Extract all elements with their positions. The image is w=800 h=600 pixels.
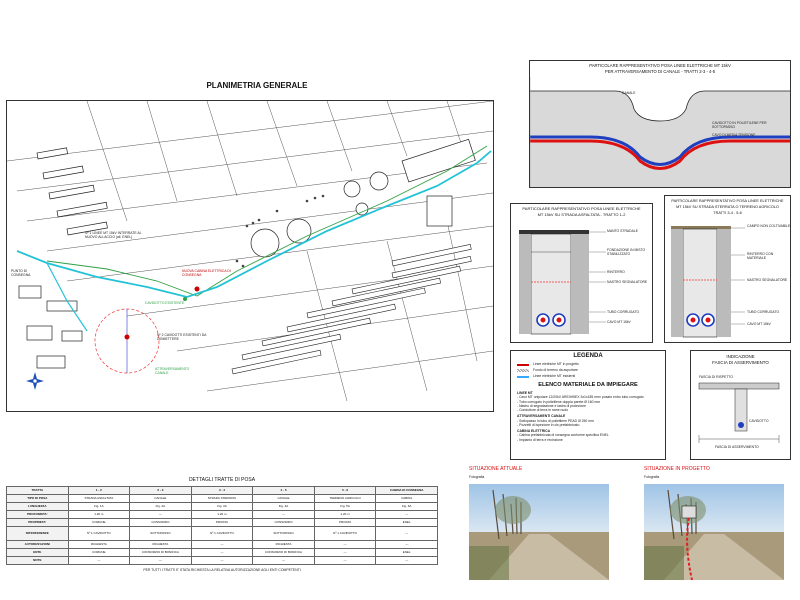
dirt-section-title-line-2: MT 15kV SU STRADA STERRATA O TERRENO AGRICOLO <box>676 205 779 209</box>
dirt-road-section-panel <box>664 195 791 343</box>
table-cell: — <box>253 556 315 564</box>
table-cell: — <box>191 540 253 548</box>
asphalt-road-section-panel <box>510 203 653 343</box>
materials-list <box>517 391 663 442</box>
legend-label-1: Linee elettriche MT in progetto <box>533 362 579 366</box>
canal-cable-label: CAVO DI MEDIA TENSIONE <box>712 133 756 137</box>
table-header-cell: 5 - 6 <box>314 486 376 494</box>
canal-label: CANALE <box>622 91 636 95</box>
legend-swatch-3 <box>517 376 529 378</box>
table-cell: RICHIESTA <box>68 540 130 548</box>
materials-heading-2: ATTRAVERSAMENTI CANALE <box>517 414 566 419</box>
table-cell: 1.20 m <box>68 510 130 518</box>
asphalt-label-4: NASTRO SEGNALATORE <box>607 280 648 284</box>
table-cell: Fig. 3A <box>191 502 253 510</box>
materials-line: - Tubo corrugato in polietilene doppia parete Ø 160 mm <box>517 399 601 404</box>
asphalt-section-title-line-1: PARTICOLARE RAPPRESENTATIVO POSA LINEE ELETTRICHE <box>522 206 641 211</box>
asphalt-label-2: FONDAZIONE IN MISTO STABILIZZATO <box>607 248 646 257</box>
legend-swatch-2 <box>517 369 529 372</box>
plan-annotation-1: Nº 1 LINEE MT 15kV INTERRATE AL NUOVO ALLACCIO (all. ENEL) <box>85 231 142 240</box>
table-cell: NOTE <box>7 556 69 564</box>
table-cell: — <box>191 548 253 556</box>
table-cell: PRIVATA <box>314 518 376 526</box>
table-cell: 1.20 m <box>191 510 253 518</box>
details-table-footnote: PER TUTTI I TRATTI E' STATA RICHIESTA LA RELATIVA AUTORIZZAZIONE AGLI ENTI COMPETENTI <box>143 567 301 572</box>
dirt-label-1: CAMPO NON COLTIVABILE <box>747 224 791 228</box>
table-cell: CANALE <box>253 494 315 502</box>
materials-line: - Sottopasso in tubo di polietilene PEAD Ø 250 mm <box>517 418 594 423</box>
table-cell: — <box>314 548 376 556</box>
table-cell: AUTORIZZAZIONI <box>7 540 69 548</box>
table-cell: Fig. 6A <box>376 502 438 510</box>
table-cell: Nº 1 CAVIDOTTO <box>314 526 376 540</box>
details-table-panel <box>6 478 438 572</box>
details-table <box>6 486 438 565</box>
asphalt-section-title-line-2: MT 15kV SU STRADA ASFALTATA - TRATTO 1-2 <box>537 212 626 217</box>
table-cell: RICHIESTA <box>130 540 192 548</box>
table-row <box>7 510 438 518</box>
table-header-cell: TRATTA <box>7 486 69 494</box>
table-cell: — <box>130 556 192 564</box>
legend-panel <box>510 350 666 460</box>
table-row <box>7 494 438 502</box>
table-cell: — <box>376 526 438 540</box>
materials-line: - Impianto di terra e recinzione <box>517 437 563 442</box>
table-cell: — <box>376 556 438 564</box>
photo-current-image <box>469 484 609 580</box>
legend-label-2: Fondo di terreno da asportare <box>533 368 578 372</box>
table-cell: — <box>376 540 438 548</box>
table-header-row <box>7 486 438 494</box>
plan-annotation-3: CAVIDOTTO ESISTENTE <box>145 301 185 305</box>
photo-project-situation <box>644 484 784 580</box>
general-plan-panel <box>6 81 494 412</box>
photo-project-image <box>644 484 784 580</box>
table-cell: — <box>314 540 376 548</box>
table-cell: PROPRIETA' <box>7 518 69 526</box>
table-row <box>7 518 438 526</box>
table-cell: PRIVATA <box>191 518 253 526</box>
table-cell: RICHIESTA <box>253 540 315 548</box>
materials-title: ELENCO MATERIALE DA IMPIEGARE <box>538 382 638 388</box>
plan-annotation-5: ATTRAVERSAMENTO CANALE <box>155 367 190 376</box>
table-header-cell: 2 - 3 <box>130 486 192 494</box>
table-cell: CONSORZIO <box>253 518 315 526</box>
dirt-section-title-line-3: TRATTI 3-4 - 5-6 <box>713 211 742 215</box>
table-cell: STRADA STERRATA <box>191 494 253 502</box>
table-cell: ENEL <box>376 518 438 526</box>
photo-project-caption: Fotografia <box>644 475 660 479</box>
dirt-label-5: CAVO MT 15kV <box>747 322 771 326</box>
servitude-title-line-2: FASCIA DI ASSERVIMENTO <box>712 360 769 365</box>
canal-crossing-drawing <box>530 77 790 187</box>
materials-line: - Pozzetti di ispezione in cls prefabbricato <box>517 422 580 427</box>
dirt-label-3: NASTRO SEGNALATORE <box>747 278 788 282</box>
photo-project-title: SITUAZIONE IN PROGETTO <box>644 466 710 472</box>
table-cell: — <box>253 510 315 518</box>
details-table-title: DETTAGLI TRATTE DI POSA <box>188 477 256 483</box>
table-cell: Fig. 5A <box>314 502 376 510</box>
servitude-label-1: FASCIA DI RISPETTO <box>699 375 734 379</box>
canal-detail-title-line-1: PARTICOLARE RAPPRESENTATIVO POSA LINEE ELETTRICHE MT 15kV <box>589 63 731 68</box>
table-cell: COMUNE <box>68 518 130 526</box>
materials-line: - Conduttore di terra in rame nudo <box>517 408 569 412</box>
table-cell: SOTTOPASSO <box>130 526 192 540</box>
legend-swatch-1 <box>517 364 529 366</box>
table-cell: Nº 1 CAVIDOTTO <box>68 526 130 540</box>
table-header-cell: 4 - 5 <box>253 486 315 494</box>
plan-annotation-6: PUNTO DI CONSEGNA <box>11 269 31 278</box>
asphalt-label-5: TUBO CORRUGATO <box>607 310 640 314</box>
table-cell: CONSORZIO DI BONIFICA <box>130 548 192 556</box>
table-cell: TIPO DI POSA <box>7 494 69 502</box>
table-cell: PROFONDITA' <box>7 510 69 518</box>
general-plan-drawing <box>7 101 493 411</box>
photo-current-caption: Fotografia <box>469 475 485 479</box>
table-cell: — <box>376 510 438 518</box>
plan-annotation-4: Nº 2 CAVIDOTTI ESISTENTI DA DISMETTERE <box>157 333 207 342</box>
table-header-cell: 1 - 2 <box>68 486 130 494</box>
asphalt-label-3: RINTERRO <box>607 270 625 274</box>
general-plan-title: PLANIMETRIA GENERALE <box>206 81 308 90</box>
table-row <box>7 502 438 510</box>
table-row <box>7 526 438 540</box>
table-cell: — <box>314 556 376 564</box>
table-cell: Fig. 4A <box>253 502 315 510</box>
table-cell: CANALE <box>130 494 192 502</box>
photo-current-title: SITUAZIONE ATTUALE <box>469 466 523 472</box>
canal-conduit-label: CAVIDOTTO IN POLIETILENE PER SOTTOPASSO <box>712 121 767 130</box>
table-cell: CONSORZIO <box>130 518 192 526</box>
table-cell: ENEL <box>376 548 438 556</box>
materials-heading-3: CABINA ELETTRICA <box>517 429 551 433</box>
table-cell: Fig. 2A <box>130 502 192 510</box>
legend-label-3: Linee elettriche MT esistenti <box>533 374 576 378</box>
table-row <box>7 540 438 548</box>
table-cell: COMUNE <box>68 548 130 556</box>
servitude-label-3: FASCIA DI ASSERVIMENTO <box>715 445 759 449</box>
dirt-label-4: TUBO CORRUGATO <box>747 310 780 314</box>
table-row <box>7 548 438 556</box>
table-cell: Nº 1 CAVIDOTTO <box>191 526 253 540</box>
asphalt-label-6: CAVO MT 15kV <box>607 320 631 324</box>
materials-line: - Cabina prefabbricata di consegna conforme specifica ENEL <box>517 433 609 438</box>
table-cell: — <box>130 510 192 518</box>
canal-detail-title-line-2: PER ATTRAVERSAMENTO DI CANALE - TRATTI 2-3 - 4-5 <box>604 69 716 74</box>
canal-crossing-detail-panel <box>529 60 791 188</box>
plan-annotation-2: NUOVA CABINA ELETTRICA DI CONSEGNA <box>182 269 231 278</box>
table-cell: STRADA ASFALTATA <box>68 494 130 502</box>
table-cell: SOTTOPASSO <box>253 526 315 540</box>
servitude-label-2: CAVIDOTTO <box>749 419 769 423</box>
dirt-label-2: RINTERRO CON MATERIALE <box>747 252 774 261</box>
materials-line: - Nastro di segnalazione e lastra di protezione <box>517 403 586 408</box>
legend-title: LEGENDA <box>573 353 603 359</box>
table-header-cell: CABINA DI CONSEGNA <box>376 486 438 494</box>
table-cell: CABINA <box>376 494 438 502</box>
table-cell: — <box>68 556 130 564</box>
servitude-title-line-1: INDICAZIONE <box>726 354 755 359</box>
materials-heading-1: LINEE MT <box>517 391 533 395</box>
table-cell: CONSORZIO DI BONIFICA <box>253 548 315 556</box>
table-row <box>7 556 438 564</box>
photo-current-situation <box>469 484 609 580</box>
dirt-section-title-line-1: PARTICOLARE RAPPRESENTATIVO POSA LINEE ELETTRICHE <box>671 199 784 203</box>
asphalt-label-1: MANTO STRADALE <box>607 229 639 233</box>
table-cell: Fig. 1A <box>68 502 130 510</box>
table-cell: TERRENO AGRICOLO <box>314 494 376 502</box>
table-cell: LUNGHEZZA <box>7 502 69 510</box>
servitude-strip-panel <box>690 350 791 460</box>
table-cell: ENTE <box>7 548 69 556</box>
materials-line: - Cavo MT unipolare 12/20kV ARE4H5EX 3x1x185 mm² posato entro tubo corrugato <box>517 395 644 400</box>
table-cell: — <box>191 556 253 564</box>
table-cell: 1.20 m <box>314 510 376 518</box>
table-cell: INTERFERENZE <box>7 526 69 540</box>
table-header-cell: 3 - 4 <box>191 486 253 494</box>
